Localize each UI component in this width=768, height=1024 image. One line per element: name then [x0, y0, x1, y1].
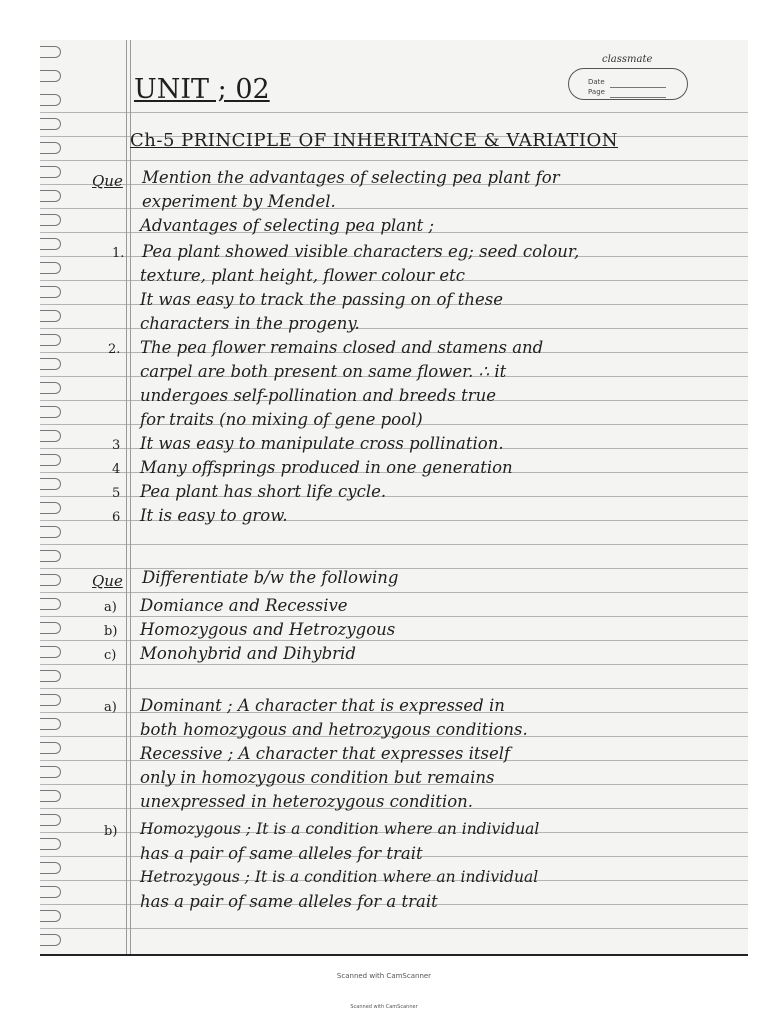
ruled-line — [40, 160, 748, 161]
spiral-ring — [40, 862, 61, 874]
answer-a-line-5: unexpressed in heterozygous condition. — [140, 792, 474, 811]
spiral-ring — [40, 622, 61, 634]
q2-item-b-text: Homozygous and Hetrozygous — [140, 620, 396, 639]
spiral-ring — [40, 70, 61, 82]
point-1-line-1: Pea plant showed visible characters eg; seed colour, — [142, 242, 580, 261]
spiral-ring — [40, 814, 61, 826]
ruled-line — [40, 928, 748, 929]
question-2-label: Que — [92, 572, 123, 590]
spiral-ring — [40, 478, 61, 490]
spiral-ring — [40, 454, 61, 466]
answer-b-line-4: has a pair of same alleles for a trait — [140, 892, 438, 911]
notebook-page — [40, 40, 748, 956]
answer-a-line-1: Dominant ; A character that is expressed in — [140, 696, 505, 715]
spiral-ring — [40, 118, 61, 130]
point-5-line-1: Pea plant has short life cycle. — [140, 482, 387, 501]
question-1-label: Que — [92, 172, 123, 190]
spiral-ring — [40, 910, 61, 922]
answer-b-line-2: has a pair of same alleles for trait — [140, 844, 423, 863]
q2-item-c-text: Monohybrid and Dihybrid — [140, 644, 356, 663]
stamp-date-label: Date — [588, 78, 605, 86]
spiral-ring — [40, 214, 61, 226]
margin-line-left — [126, 40, 127, 954]
spiral-ring — [40, 790, 61, 802]
point-2-line-3: undergoes self-pollination and breeds true — [140, 386, 496, 405]
spiral-ring — [40, 838, 61, 850]
stamp-brand: classmate — [602, 54, 653, 65]
chapter-title: Ch-5 PRINCIPLE OF INHERITANCE & VARIATION — [130, 130, 619, 151]
spiral-ring — [40, 382, 61, 394]
stamp-page-label: Page — [588, 88, 605, 96]
answer-a-line-2: both homozygous and hetrozygous conditions. — [140, 720, 528, 739]
margin-line-right — [130, 40, 131, 954]
spiral-ring — [40, 190, 61, 202]
spiral-ring — [40, 94, 61, 106]
spiral-ring — [40, 142, 61, 154]
spiral-ring — [40, 358, 61, 370]
answer-a-number: a) — [104, 700, 117, 715]
point-6-line-1: It is easy to grow. — [140, 506, 288, 525]
unit-title: UNIT ; 02 — [134, 74, 270, 105]
ruled-line — [40, 592, 748, 593]
point-1-number: 1. — [112, 246, 125, 261]
advantages-intro: Advantages of selecting pea plant ; — [140, 216, 435, 235]
point-5-number: 5 — [112, 486, 121, 501]
point-2-line-1: The pea flower remains closed and stamens and — [140, 338, 544, 357]
ruled-line — [40, 616, 748, 617]
answer-a-line-3: Recessive ; A character that expresses itself — [140, 744, 511, 763]
point-2-number: 2. — [108, 342, 121, 357]
point-4-line-1: Many offsprings produced in one generation — [140, 458, 513, 477]
spiral-ring — [40, 46, 61, 58]
classmate-stamp — [560, 56, 700, 102]
stamp-date-line — [610, 87, 666, 88]
spiral-ring — [40, 550, 61, 562]
ruled-line — [40, 640, 748, 641]
stamp-page-line — [610, 97, 666, 98]
question-1-line-2: experiment by Mendel. — [142, 192, 336, 211]
answer-b-number: b) — [104, 824, 118, 839]
answer-b-line-3: Hetrozygous ; It is a condition where an individual — [140, 868, 539, 886]
point-2-line-2: carpel are both present on same flower. ∴ it — [140, 362, 507, 381]
spiral-ring — [40, 526, 61, 538]
point-2-line-4: for traits (no mixing of gene pool) — [140, 410, 423, 429]
q2-item-c-number: c) — [104, 648, 117, 663]
spiral-ring — [40, 502, 61, 514]
point-3-line-1: It was easy to manipulate cross pollination. — [140, 434, 504, 453]
point-1-line-4: characters in the progeny. — [140, 314, 360, 333]
spiral-ring — [40, 718, 61, 730]
spiral-ring — [40, 934, 61, 946]
spiral-ring — [40, 166, 61, 178]
answer-b-line-1: Homozygous ; It is a condition where an individual — [140, 820, 540, 838]
answer-a-line-4: only in homozygous condition but remains — [140, 768, 495, 787]
spiral-ring — [40, 406, 61, 418]
spiral-ring — [40, 694, 61, 706]
point-3-number: 3 — [112, 438, 121, 453]
spiral-ring — [40, 886, 61, 898]
spiral-ring — [40, 334, 61, 346]
scanner-watermark: Scanned with CamScanner — [336, 972, 432, 980]
spiral-ring — [40, 598, 61, 610]
point-1-line-3: It was easy to track the passing on of these — [140, 290, 504, 309]
ruled-line — [40, 112, 748, 113]
point-6-number: 6 — [112, 510, 121, 525]
spiral-ring — [40, 430, 61, 442]
q2-item-b-number: b) — [104, 624, 118, 639]
q2-item-a-text: Domiance and Recessive — [140, 596, 348, 615]
spiral-ring — [40, 238, 61, 250]
question-2-text: Differentiate b/w the following — [142, 568, 399, 587]
scanner-watermark-small: Scanned with CamScanner — [350, 1004, 418, 1010]
spiral-ring — [40, 310, 61, 322]
spiral-ring — [40, 262, 61, 274]
question-1-line-1: Mention the advantages of selecting pea plant for — [142, 168, 560, 187]
stamp-box — [568, 68, 688, 100]
spiral-ring — [40, 646, 61, 658]
spiral-ring — [40, 766, 61, 778]
ruled-line — [40, 664, 748, 665]
point-4-number: 4 — [112, 462, 121, 477]
point-1-line-2: texture, plant height, flower colour etc — [140, 266, 465, 285]
spiral-ring — [40, 286, 61, 298]
spiral-ring — [40, 742, 61, 754]
spiral-ring — [40, 670, 61, 682]
q2-item-a-number: a) — [104, 600, 117, 615]
ruled-line — [40, 688, 748, 689]
ruled-line — [40, 544, 748, 545]
spiral-ring — [40, 574, 61, 586]
